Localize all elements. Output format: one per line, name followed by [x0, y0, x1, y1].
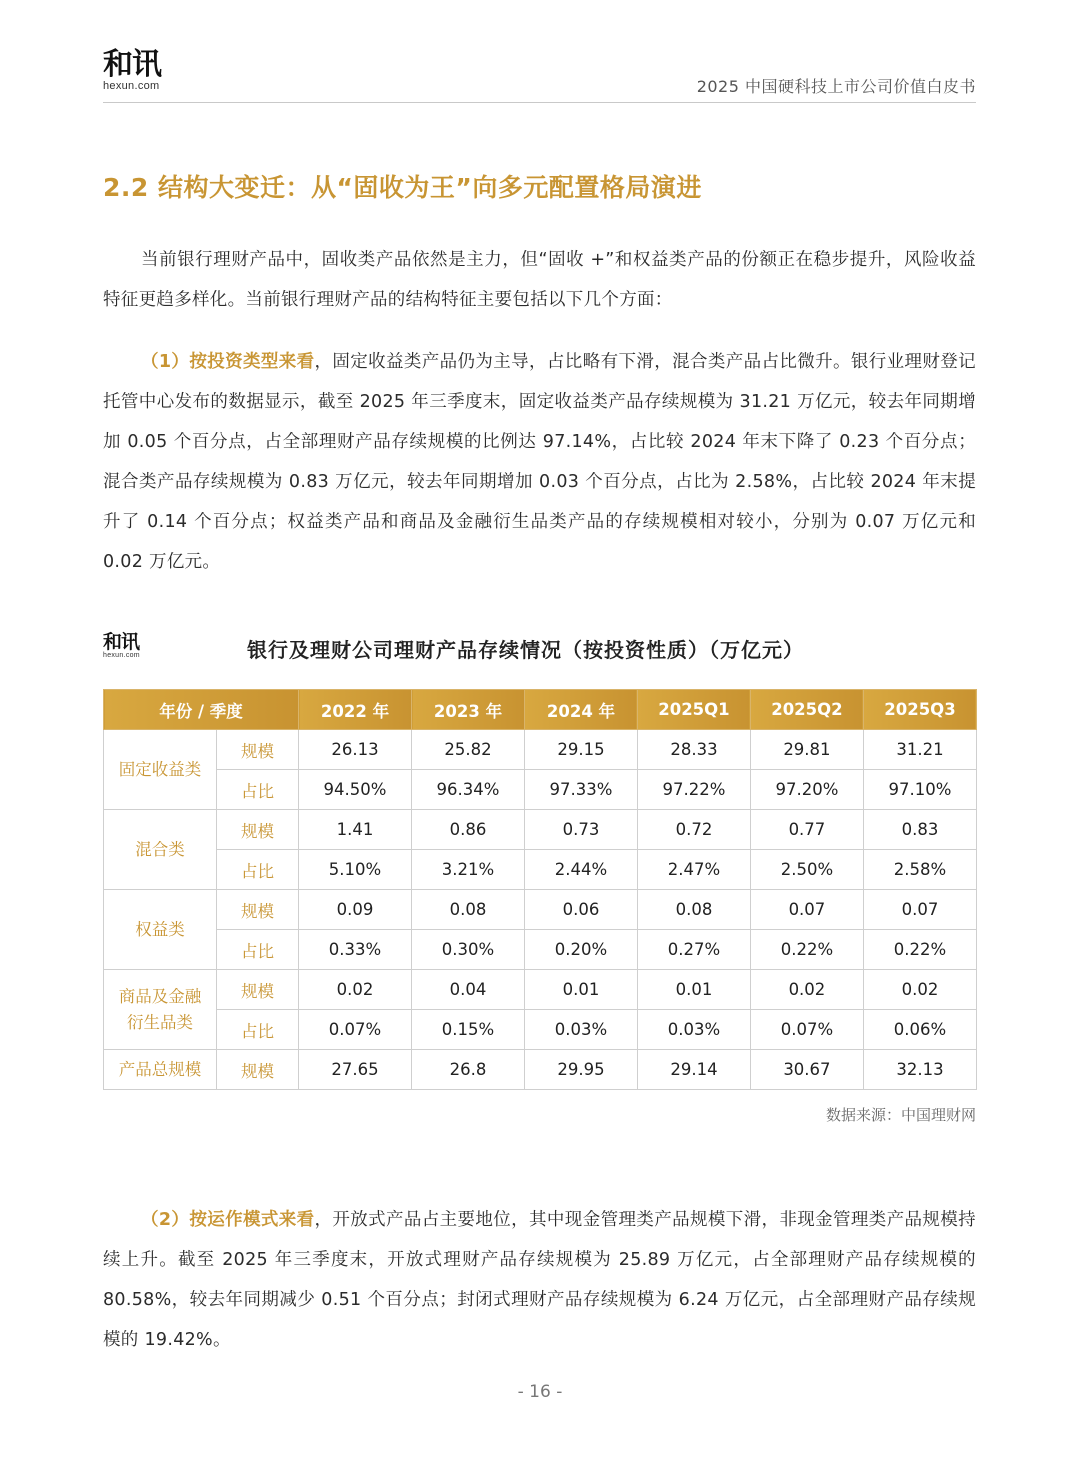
value-cell: 32.13	[863, 1050, 976, 1090]
page-number: - 16 -	[517, 1382, 563, 1402]
value-cell: 0.20%	[524, 930, 637, 970]
logo-mark: 和讯	[103, 47, 161, 82]
value-cell: 3.21%	[412, 850, 525, 890]
header-cell: 2025Q1	[637, 690, 750, 730]
paragraph-lead: （1）按投资类型来看	[141, 352, 315, 372]
value-cell: 0.72	[637, 810, 750, 850]
table-row	[104, 810, 977, 850]
value-cell: 28.33	[637, 730, 750, 770]
hexun-logo	[103, 48, 161, 92]
table-title: 银行及理财公司理财产品存续情况（按投资性质）（万亿元）	[247, 638, 804, 662]
category-cell: 混合类	[104, 810, 217, 890]
metric-cell: 占比	[217, 1010, 299, 1050]
value-cell: 0.33%	[299, 930, 412, 970]
table-row	[104, 890, 977, 930]
table-row	[104, 770, 977, 810]
value-cell: 0.01	[524, 970, 637, 1010]
logo-domain: hexun.com	[103, 80, 160, 92]
metric-cell: 规模	[217, 1050, 299, 1090]
value-cell: 0.86	[412, 810, 525, 850]
metric-cell: 占比	[217, 850, 299, 890]
header-cell: 2024 年	[524, 690, 637, 730]
category-cell	[104, 970, 217, 1050]
value-cell: 0.27%	[637, 930, 750, 970]
investment-type-paragraph	[103, 342, 976, 582]
value-cell: 97.22%	[637, 770, 750, 810]
value-cell: 29.15	[524, 730, 637, 770]
table-row	[104, 930, 977, 970]
value-cell: 29.95	[524, 1050, 637, 1090]
paragraph-lead: （2）按运作模式来看	[141, 1210, 315, 1230]
value-cell: 0.08	[412, 890, 525, 930]
value-cell: 0.83	[863, 810, 976, 850]
value-cell: 0.15%	[412, 1010, 525, 1050]
value-cell: 0.06	[524, 890, 637, 930]
header-cell: 2025Q2	[750, 690, 863, 730]
page-header	[103, 48, 976, 102]
value-cell: 2.44%	[524, 850, 637, 890]
wealth-products-table	[103, 689, 977, 1090]
logo-domain: hexun.com	[103, 652, 140, 659]
value-cell: 2.47%	[637, 850, 750, 890]
header-cell: 2023 年	[412, 690, 525, 730]
value-cell: 0.03%	[524, 1010, 637, 1050]
metric-cell: 占比	[217, 770, 299, 810]
paragraph-body: ，固定收益类产品仍为主导，占比略有下滑，混合类产品占比微升。银行业理财登记托管中心发布的数据显示，截至 2025 年三季度末，固定收益类产品存续规模为 31.21 万亿元，较去年同期增加 0.05 个百分点，占全部理财产品存续规模的比例达 97.14%，占比较 2024 年末下降了 0.23 个百分点；混合类产品存续规模为 0.83 万亿元，较去年同期增加 0.03 个百分点，占比为 2.58%，占比较 2024 年末提升了 0.14 个百分点；权益类产品和商品及金融衍生品类产品的存续规模相对较小，分别为 0.07 万亿元和 0.02 万亿元。	[103, 352, 976, 572]
value-cell: 29.14	[637, 1050, 750, 1090]
section-title: 2.2 结构大变迁：从“固收为王”向多元配置格局演进	[103, 173, 702, 202]
value-cell: 94.50%	[299, 770, 412, 810]
value-cell: 0.08	[637, 890, 750, 930]
value-cell: 2.58%	[863, 850, 976, 890]
value-cell: 26.8	[412, 1050, 525, 1090]
value-cell: 0.01	[637, 970, 750, 1010]
value-cell: 29.81	[750, 730, 863, 770]
table-heading	[103, 630, 976, 670]
value-cell: 97.10%	[863, 770, 976, 810]
metric-cell: 规模	[217, 810, 299, 850]
value-cell: 0.03%	[637, 1010, 750, 1050]
paragraph-body: ，开放式产品占主要地位，其中现金管理类产品规模下滑，非现金管理类产品规模持续上升。截至 2025 年三季度末，开放式理财产品存续规模为 25.89 万亿元，占全部理财产品存续规模的 80.58%，较去年同期减少 0.51 个百分点；封闭式理财产品存续规模为 6.24 万亿元，占全部理财产品存续规模的 19.42%。	[103, 1210, 976, 1350]
metric-cell: 规模	[217, 970, 299, 1010]
value-cell: 0.07%	[299, 1010, 412, 1050]
logo-mark: 和讯	[103, 631, 140, 653]
value-cell: 97.20%	[750, 770, 863, 810]
value-cell: 0.02	[299, 970, 412, 1010]
operation-mode-paragraph	[103, 1200, 976, 1360]
value-cell: 0.06%	[863, 1010, 976, 1050]
category-cell: 产品总规模	[104, 1050, 217, 1090]
table-logo	[103, 632, 140, 659]
metric-cell: 占比	[217, 930, 299, 970]
table-header-row	[104, 690, 977, 730]
value-cell: 5.10%	[299, 850, 412, 890]
header-cell: 2022 年	[299, 690, 412, 730]
metric-cell: 规模	[217, 890, 299, 930]
table-row	[104, 1010, 977, 1050]
value-cell: 0.09	[299, 890, 412, 930]
value-cell: 0.22%	[750, 930, 863, 970]
table-row	[104, 1050, 977, 1090]
value-cell: 1.41	[299, 810, 412, 850]
value-cell: 0.07%	[750, 1010, 863, 1050]
value-cell: 25.82	[412, 730, 525, 770]
category-cell: 权益类	[104, 890, 217, 970]
value-cell: 0.07	[750, 890, 863, 930]
value-cell: 96.34%	[412, 770, 525, 810]
value-cell: 0.22%	[863, 930, 976, 970]
table-row	[104, 850, 977, 890]
value-cell: 31.21	[863, 730, 976, 770]
category-line: 商品及金融	[118, 986, 202, 1006]
table-row	[104, 730, 977, 770]
data-source: 数据来源：中国理财网	[825, 1106, 976, 1124]
value-cell: 0.30%	[412, 930, 525, 970]
value-cell: 0.77	[750, 810, 863, 850]
category-cell: 固定收益类	[104, 730, 217, 810]
value-cell: 97.33%	[524, 770, 637, 810]
category-line: 衍生品类	[127, 1012, 193, 1032]
value-cell: 2.50%	[750, 850, 863, 890]
intro-paragraph: 当前银行理财产品中，固收类产品依然是主力，但“固收 +”和权益类产品的份额正在稳步提升，风险收益特征更趋多样化。当前银行理财产品的结构特征主要包括以下几个方面：	[103, 250, 976, 310]
table-row	[104, 970, 977, 1010]
value-cell: 30.67	[750, 1050, 863, 1090]
value-cell: 0.02	[750, 970, 863, 1010]
value-cell: 0.73	[524, 810, 637, 850]
header-cell: 2025Q3	[863, 690, 976, 730]
value-cell: 0.02	[863, 970, 976, 1010]
header-cell-period: 年份 / 季度	[104, 690, 299, 730]
metric-cell: 规模	[217, 730, 299, 770]
value-cell: 27.65	[299, 1050, 412, 1090]
value-cell: 0.07	[863, 890, 976, 930]
document-title: 2025 中国硬科技上市公司价值白皮书	[696, 77, 976, 96]
header-divider	[103, 102, 976, 103]
value-cell: 26.13	[299, 730, 412, 770]
value-cell: 0.04	[412, 970, 525, 1010]
